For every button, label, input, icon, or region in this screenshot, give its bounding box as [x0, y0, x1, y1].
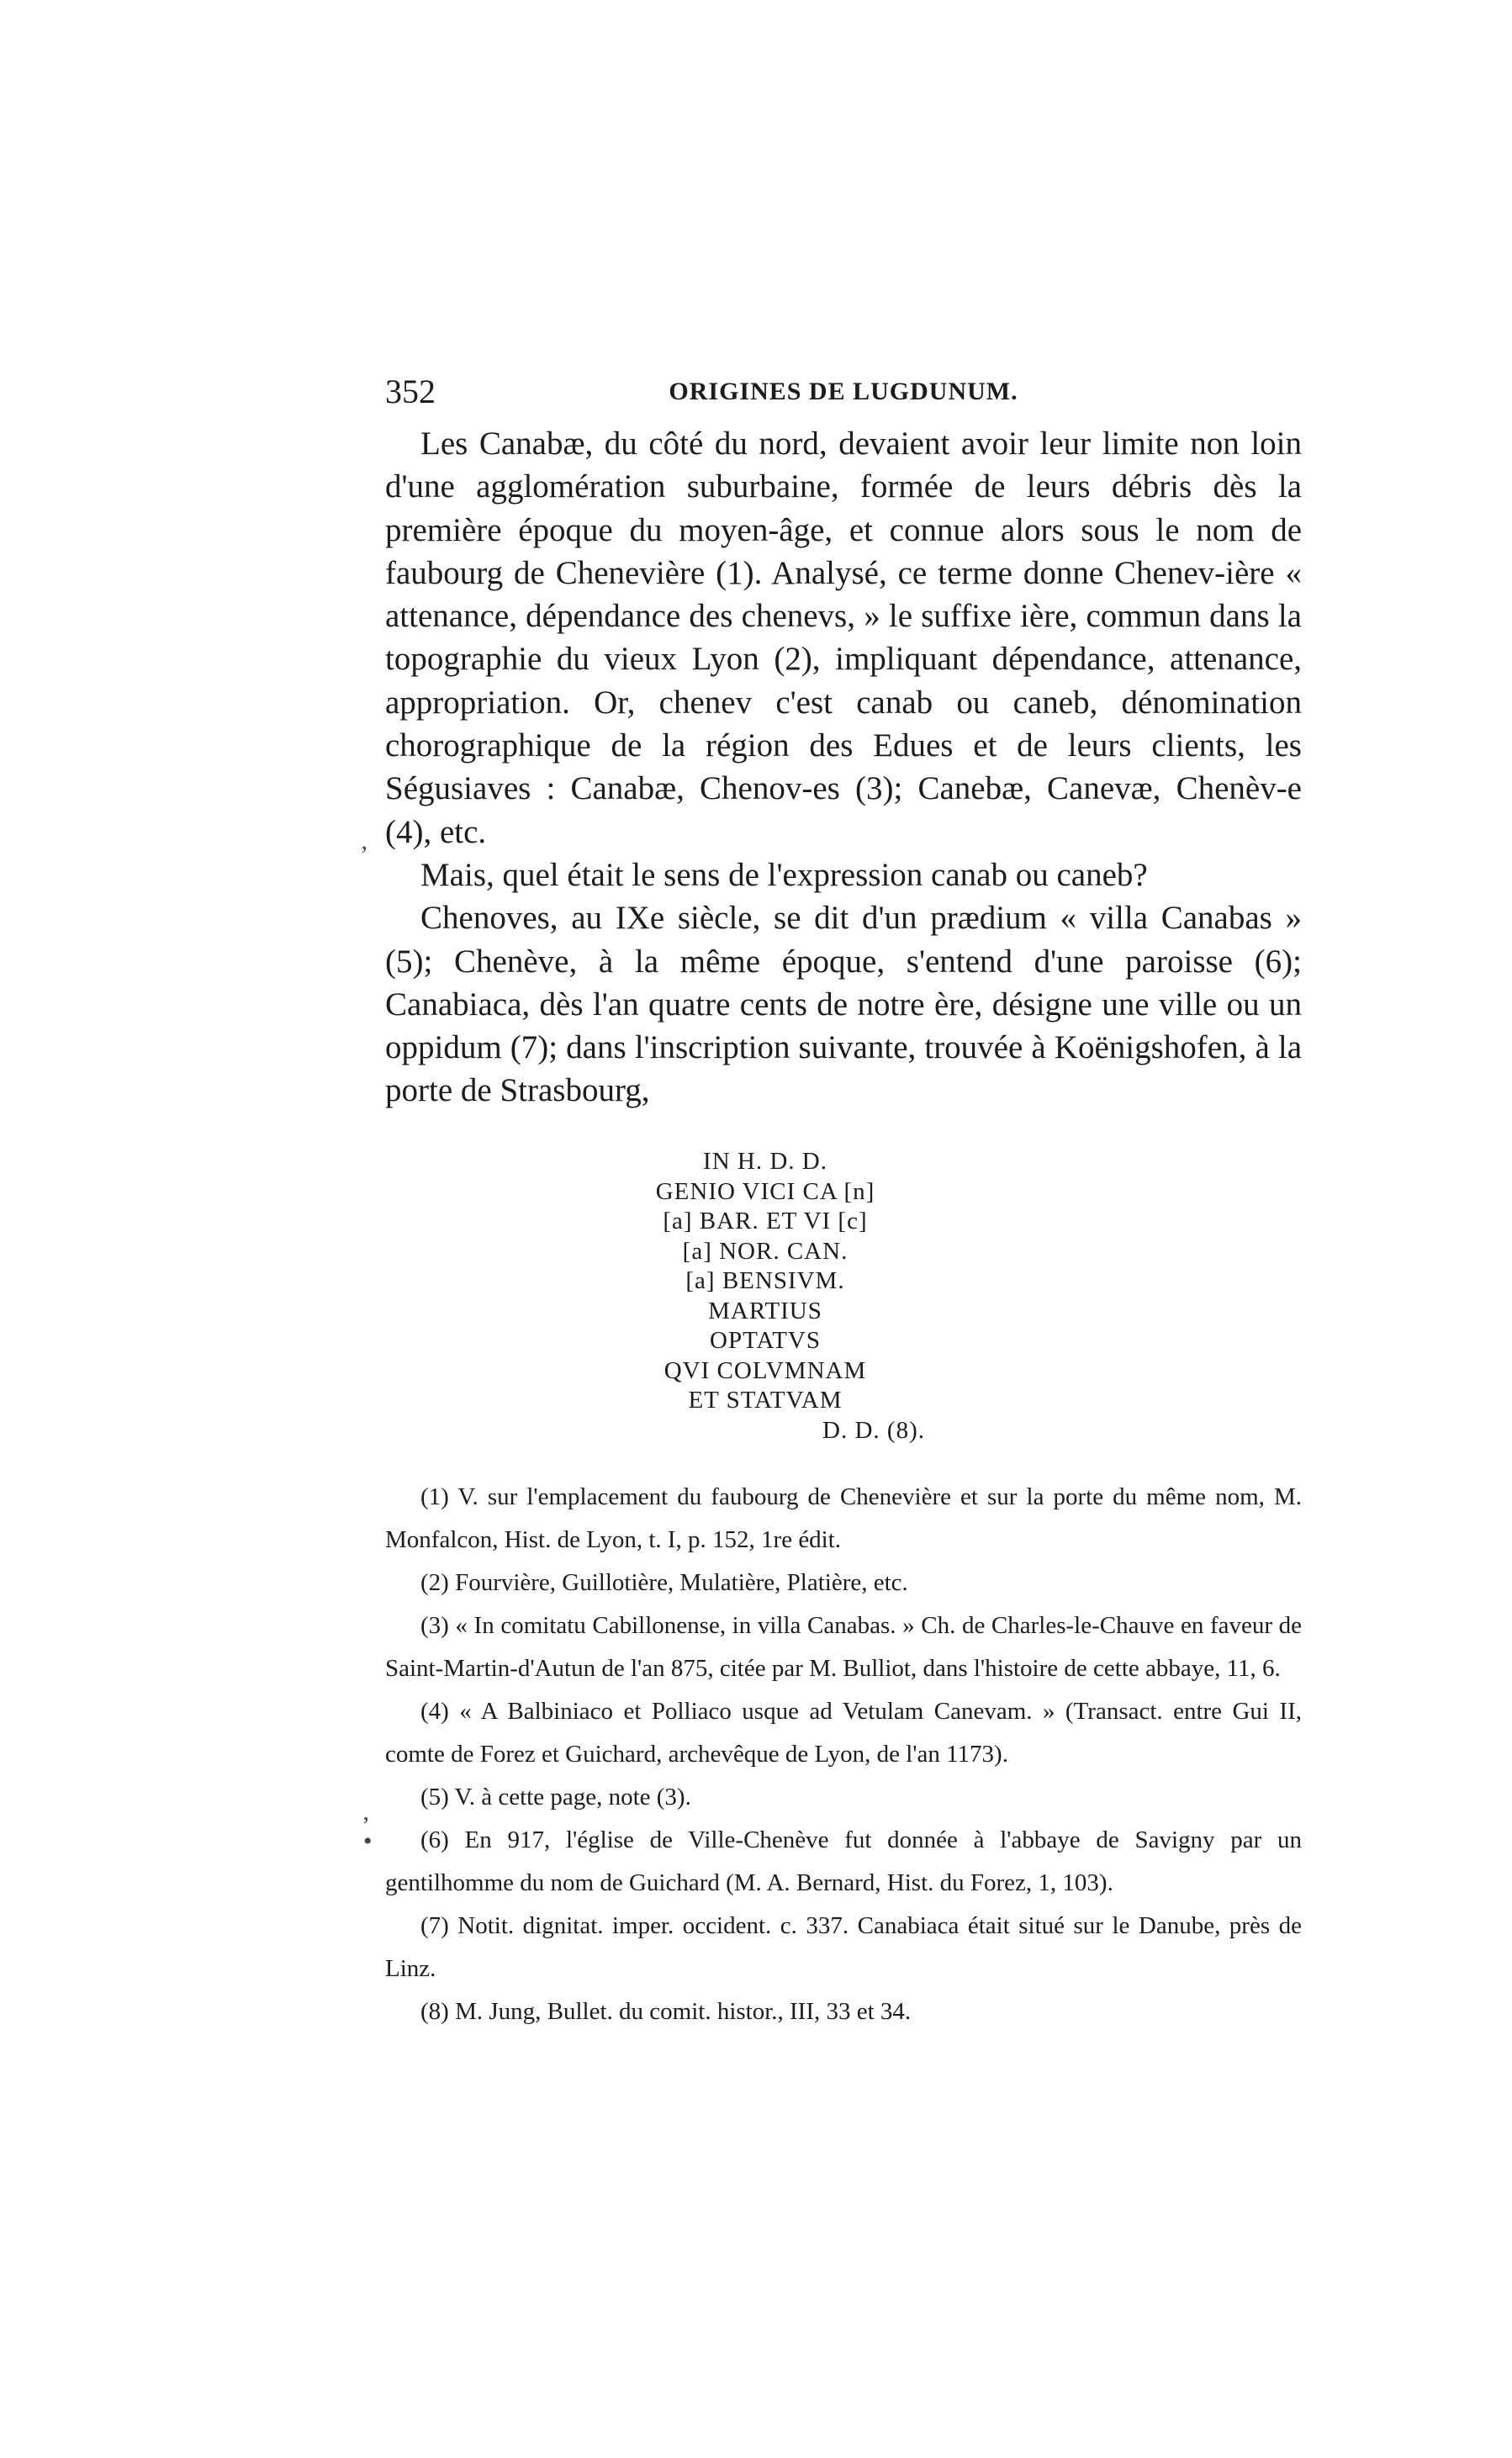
- inscription-line: [a] BENSIVM.: [685, 1267, 845, 1294]
- footnote: (7) Notit. dignitat. imper. occident. c. 337. Canabiaca était situé sur le Danube, près de Linz.: [385, 1912, 1302, 1982]
- inscription-line: GENIO VICI CA [n]: [655, 1177, 875, 1205]
- footnote: (5) V. à cette page, note (3).: [420, 1784, 691, 1810]
- footnotes: [385, 1476, 1302, 2033]
- page-header: [385, 367, 1302, 417]
- inscription-line: [a] BAR. ET VI [c]: [663, 1208, 868, 1234]
- paragraph: Les Canabæ, du côté du nord, devaient avoir leur limite non loin d'une agglomération suburbaine, formée de leurs débris dès la première époque du moyen-âge, et connue alors sous le nom de faubourg de Chenevière (1). Analysé, ce terme donne Chenev-ière « attenance, dépendance des chenevs, » le suffixe ière, commun dans la topographie du vieux Lyon (2), impliquant dépendance, attenance, appropriation. Or, chenev c'est canab ou caneb, dénomination chorographique de la région des Edues et de leurs clients, les Ségusiaves : Canabæ, Chenov-es (3); Canebæ, Canevæ, Chenèv-e (4), etc.: [385, 426, 1302, 850]
- running-title: ORIGINES DE LUGDUNUM.: [669, 378, 1018, 405]
- margin-tick-mark: ’: [360, 841, 368, 869]
- footnote: (4) « A Balbiniaco et Polliaco usque ad Vetulam Canevam. » (Transact. entre Gui II, comte de Forez et Guichard, archevêque de Lyon, de l'an 1173).: [385, 1698, 1302, 1768]
- main-text: [385, 422, 1302, 1113]
- footnote: (2) Fourvière, Guillotière, Mulatière, Platière, etc.: [420, 1569, 908, 1596]
- inscription-line: MARTIUS: [708, 1297, 822, 1324]
- latin-inscription: [589, 1147, 942, 1446]
- margin-tick-mark: ‚: [362, 1798, 370, 1826]
- inscription-closing: D. D. (8).: [822, 1416, 925, 1444]
- paragraph: Mais, quel était le sens de l'expression canab ou caneb?: [420, 856, 1148, 893]
- paragraph: Chenoves, au IXe siècle, se dit d'un prædium « villa Canabas » (5); Chenève, à la même époque, s'entend d'une paroisse (6); Canabiaca, dès l'an quatre cents de notre ère, désigne une ville ou un oppidum (7); dans l'inscription suivante, trouvée à Koënigshofen, à la porte de Strasbourg,: [385, 900, 1302, 1109]
- page-number: 352: [385, 373, 436, 410]
- inscription-line: ET STATVAM: [688, 1387, 843, 1414]
- footnote: (1) V. sur l'emplacement du faubourg de Chenevière et sur la porte du même nom, M. Monfalcon, Hist. de Lyon, t. I, p. 152, 1re édit.: [385, 1483, 1302, 1553]
- margin-dot-mark: •: [363, 1827, 373, 1855]
- inscription-line: [a] NOR. CAN.: [682, 1237, 849, 1265]
- footnote: (8) M. Jung, Bullet. du comit. histor., III, 33 et 34.: [420, 1998, 912, 2025]
- footnote: (3) « In comitatu Cabillonense, in villa Canabas. » Ch. de Charles-le-Chauve en faveur de Saint-Martin-d'Autun de l'an 875, citée par M. Bulliot, dans l'histoire de cette abbaye, 11, 6.: [385, 1612, 1302, 1682]
- footnote: (6) En 917, l'église de Ville-Chenève fut donnée à l'abbaye de Savigny par un gentilhomme du nom de Guichard (M. A. Bernard, Hist. du Forez, 1, 103).: [385, 1826, 1302, 1896]
- inscription-line: OPTATVS: [710, 1327, 821, 1354]
- inscription-line: QVI COLVMNAM: [663, 1356, 867, 1384]
- inscription-line: IN H. D. D.: [703, 1148, 827, 1175]
